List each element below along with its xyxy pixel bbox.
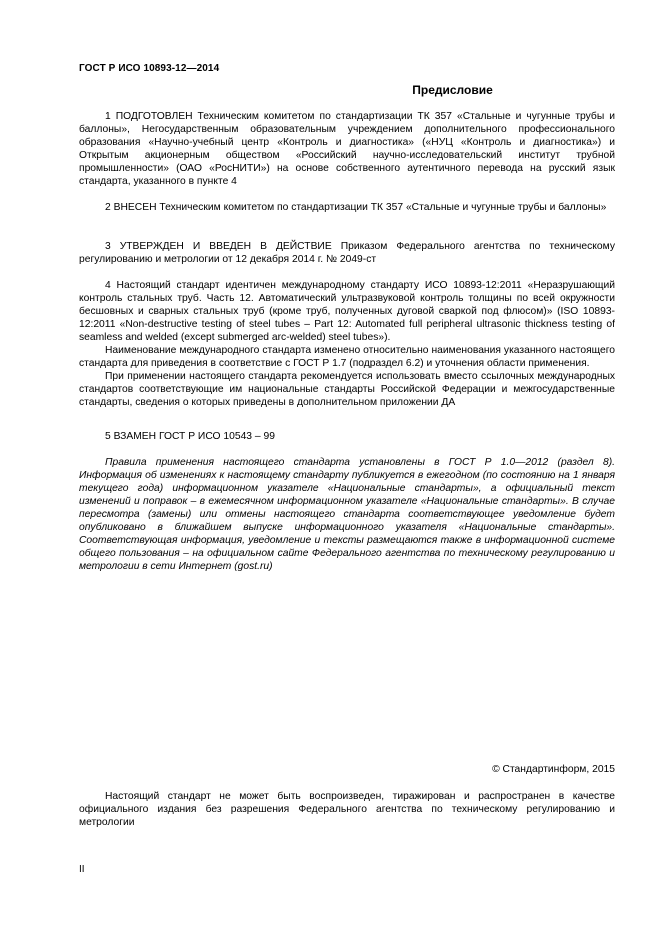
paragraph-2: 2 ВНЕСЕН Техническим комитетом по стандартизации ТК 357 «Стальные и чугунные трубы и баллоны» [105,202,607,213]
copyright-line: © Стандартинформ, 2015 [492,764,615,775]
section-2 [79,202,615,215]
paragraph-4-usage-note: При применении настоящего стандарта рекомендуется использовать вместо ссылочных международных стандартов соответствующие им национальные стандарты Российской Федерации и межгосударственные стандарты, сведения о которых приведены в дополнительном приложении ДА [79,370,615,408]
title-text: Предисловие [412,83,493,97]
page-number: II [79,864,85,875]
paragraph-4: 4 Настоящий стандарт идентичен международному стандарту ИСО 10893-12:2011 «Неразрушающий контроль стальных труб. Часть 12. Автоматический ультразвуковой контроль толщины по всей окружности бесшовных и сварных стальных труб (кроме труб, полученных дуговой сваркой под флюсом)» (ISO 10893-12:2011 «Non-destructive testing of steel tubes – Part 12: Automated full peripheral ultrasonic thickness testing of seamless and welded (except submerged arc-welded) steel tubes»). [79,280,615,343]
paragraph-5: 5 ВЗАМЕН ГОСТ Р ИСО 10543 – 99 [105,431,275,442]
paragraph-4-name-note: Наименование международного стандарта изменено относительно наименования указанного настоящего стандарта для приведения в соответствие с ГОСТ Р 1.7 (подраздел 6.2) и уточнения области применения. [79,344,615,369]
notice-text: Настоящий стандарт не может быть воспроизведен, тиражирован и распространен в качестве официального издания без разрешения Федерального агентства по техническому регулированию и метрологии [79,791,615,828]
paragraph-3: 3 УТВЕРЖДЕН И ВВЕДЕН В ДЕЙСТВИЕ Приказом Федерального агентства по техническому регулированию и метрологии от 12 декабря 2014 г. № 2049-ст [79,241,615,265]
document-header: ГОСТ Р ИСО 10893-12—2014 [79,63,220,74]
section-3 [79,241,615,267]
reproduction-notice [79,791,615,830]
rules-note: Правила применения настоящего стандарта установлены в ГОСТ Р 1.0—2012 (раздел 8). Информация об изменениях к настоящему стандарту публикуется в ежегодном (по состоянию на 1 января текущего года) информационном указателе «Национальные стандарты», а официальный текст изменений и поправок – в ежемесячном информационном указателе «Национальные стандарты». В случае пересмотра (замены) или отмены настоящего стандарта соответствующее уведомление будет опубликовано в ближайшем выпуске информационного указателя «Национальные стандарты». Соответствующая информация, уведомление и тексты размещаются также в информационной системе общего пользования – на официальном сайте Федерального агентства по техническому регулированию и метрологии в сети Интернет (gost.ru) [79,457,615,572]
section-4 [79,280,615,410]
section-1 [79,111,615,189]
page-title [0,83,661,97]
section-5 [79,431,615,444]
paragraph-1: 1 ПОДГОТОВЛЕН Техническим комитетом по стандартизации ТК 357 «Стальные и чугунные трубы и баллоны», Негосударственным образовательным учреждением дополнительного профессионального образования «Научно-учебный центр «Контроль и диагностика» («НУЦ «Контроль и диагностика») и Открытым акционерным обществом «Российский научно-исследовательский институт трубной промышленности» (ОАО «РосНИТИ») на основе собственного аутентичного перевода на русский язык стандарта, указанного в пункте 4 [79,111,615,187]
rules-note-block [79,457,615,574]
